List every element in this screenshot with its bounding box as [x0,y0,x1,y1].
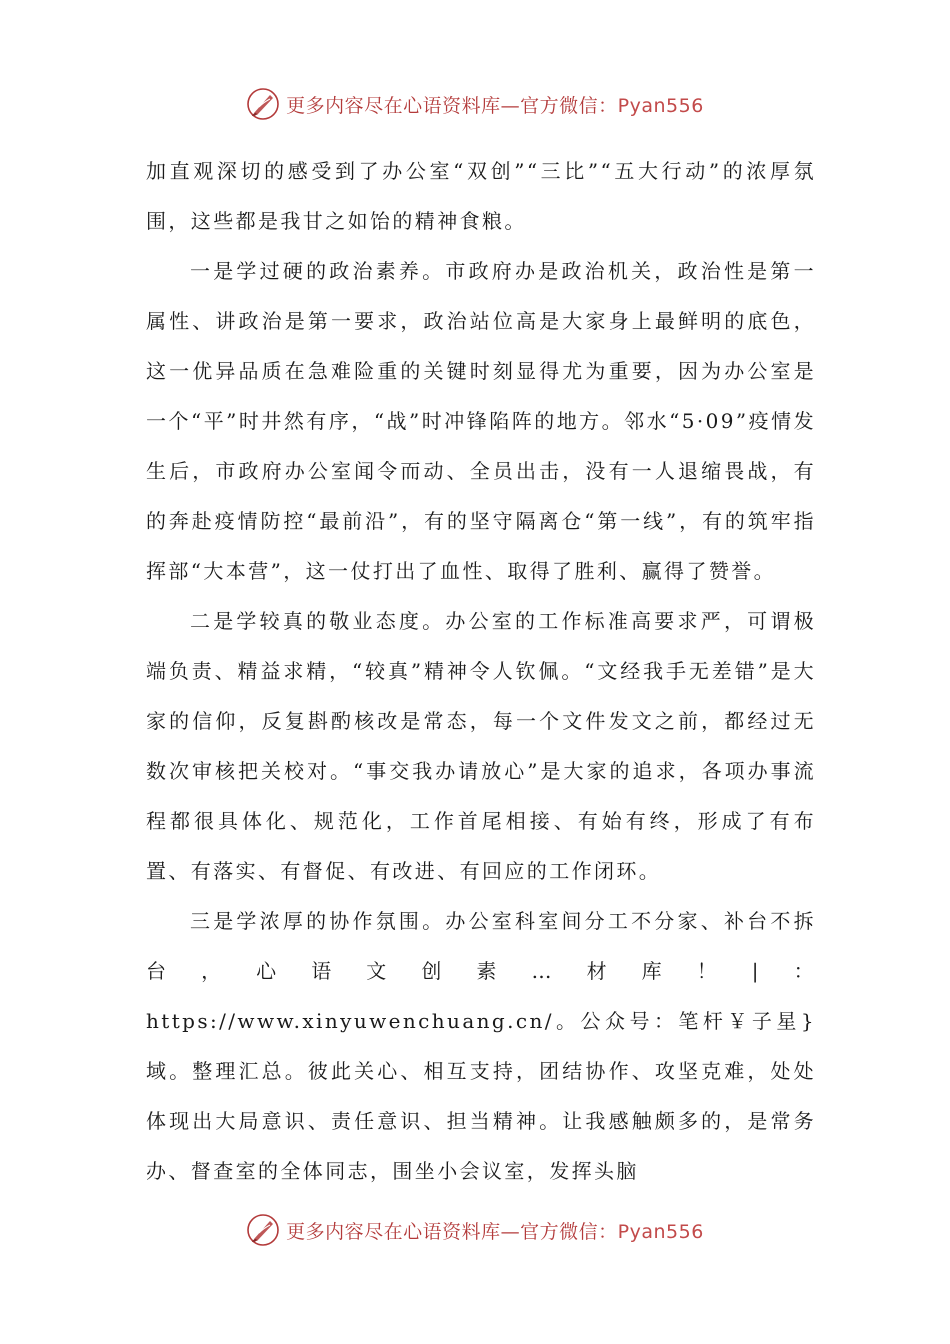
banner-slogan: 更多内容尽在心语资料库—官方微信： [286,94,618,117]
quill-pen-logo-icon [246,87,280,121]
document-body [146,146,816,1196]
paragraph-continuation: 加直观深切的感受到了办公室“双创”“三比”“五大行动”的浓厚氛围，这些都是我甘之如饴的精神食粮。 [146,159,816,233]
banner-title [286,1217,704,1244]
wechat-id: Pyan556 [617,94,704,117]
paragraph-collaboration: 三是学浓厚的协作氛围。办公室科室间分工不分家、补台不拆台，心语文创素…材库！|：https://www.xinyuwenchuang.cn/。公众号：笔杆￥子星}域。整理汇总。彼此关心、相互支持，团结协作、攻坚克难，处处体现出大局意识、责任意识、担当精神。让我感触颇多的，是常务办、督查室的全体同志，围坐小会议室，发挥头脑 [146,909,816,1183]
banner-title [286,91,704,118]
footer-banner [0,1210,950,1250]
banner-slogan: 更多内容尽在心语资料库—官方微信： [286,1220,618,1243]
quill-pen-logo-icon [246,1213,280,1247]
paragraph-political: 一是学过硬的政治素养。市政府办是政治机关，政治性是第一属性、讲政治是第一要求，政治站位高是大家身上最鲜明的底色，这一优异品质在急难险重的关键时刻显得尤为重要，因为办公室是一个“平”时井然有序，“战”时冲锋陷阵的地方。邻水“5·09”疫情发生后，市政府办公室闻令而动、全员出击，没有一人退缩畏战，有的奔赴疫情防控“最前沿”，有的坚守隔离仓“第一线”，有的筑牢指挥部“大本营”，这一仗打出了血性、取得了胜利、赢得了赞誉。 [146,259,816,583]
wechat-id: Pyan556 [617,1220,704,1243]
paragraph-dedication: 二是学较真的敬业态度。办公室的工作标准高要求严，可谓极端负责、精益求精，“较真”精神令人钦佩。“文经我手无差错”是大家的信仰，反复斟酌核改是常态，每一个文件发文之前，都经过无数次审核把关校对。“事交我办请放心”是大家的追求，各项办事流程都很具体化、规范化，工作首尾相接、有始有终，形成了有布置、有落实、有督促、有改进、有回应的工作闭环。 [146,609,816,883]
header-banner [0,84,950,124]
